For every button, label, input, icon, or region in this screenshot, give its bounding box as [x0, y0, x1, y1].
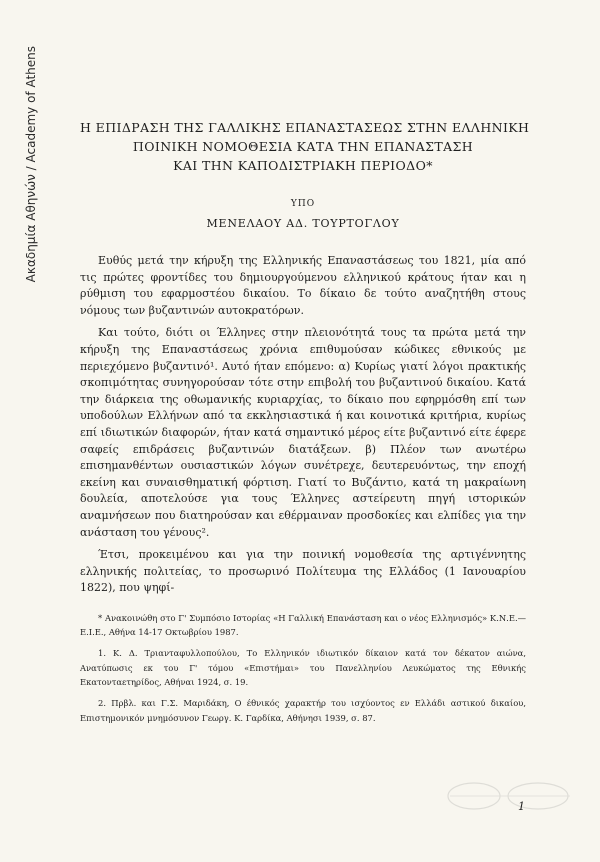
title-line-3: ΚΑΙ ΤΗΝ ΚΑΠΟΔΙΣΤΡΙΑΚΗ ΠΕΡΙΟΔΟ* — [173, 158, 433, 173]
page-number: 1 — [518, 800, 525, 813]
footnotes — [80, 611, 526, 725]
paragraph-3: Έτσι, προκειμένου και για την ποινική νομοθεσία της αρτιγέννητης ελληνικής πολιτείας, το προσωρινό Πολίτευμα της Ελλάδος (1 Ιανουαρίου 1822), που ψηφί- — [80, 548, 526, 595]
body-text — [80, 253, 526, 597]
sidebar-watermark-text: Ακαδημία Αθηνών / Academy of Athens — [24, 46, 38, 283]
article-title — [80, 118, 530, 175]
paragraph-1: Ευθύς μετά την κήρυξη της Ελληνικής Επαναστάσεως του 1821, μία από τις πρώτες φροντίδες του δημιουργούμενου ελληνικού κράτους ήταν και η ρύθμιση του εφαρμοστέου δικαίου. Το δίκαιο δε τούτο αναζητήθη στους νόμους των βυζαντινών αυτοκρατόρων. — [80, 254, 526, 317]
document-page — [80, 118, 530, 732]
author-name: ΜΕΝΕΛΑΟΥ ΑΔ. ΤΟΥΡΤΟΓΛΟΥ — [206, 217, 400, 230]
footnote-gap — [80, 603, 526, 611]
footnote-star: * Ανακοινώθη στο Γ' Συμπόσιο Ιστορίας «Η Γαλλική Επανάσταση και ο νέος Ελληνισμός» Κ.Ν.Ε.—Ε.Ι.Ε., Αθήνα 14-17 Οκτωβρίου 1987. — [80, 612, 526, 638]
by-label: ΥΠΟ — [290, 199, 316, 209]
title-line-1: Η ΕΠΙΔΡΑΣΗ ΤΗΣ ΓΑΛΛΙΚΗΣ ΕΠΑΝΑΣΤΑΣΕΩΣ ΣΤΗΝ ΕΛΛΗΝΙΚΗ — [80, 120, 530, 135]
library-stamp-icon — [440, 776, 580, 816]
title-line-2: ΠΟΙΝΙΚΗ ΝΟΜΟΘΕΣΙΑ ΚΑΤΑ ΤΗΝ ΕΠΑΝΑΣΤΑΣΗ — [132, 139, 474, 154]
footnote-2: 2. Πρβλ. και Γ.Σ. Μαριδάκη, Ο έθνικός χαρακτήρ του ισχύοντος εν Ελλάδι αστικού δικαίου, Επιστημονικόν μνημόσυνον Γεωργ. Κ. Γαρδίκα, Αθήνησι 1939, σ. 87. — [80, 698, 526, 723]
paragraph-2: Και τούτο, διότι οι Έλληνες στην πλειονότητά τους τα πρώτα μετά την κήρυξη της Επαναστάσεως χρόνια επιθυμούσαν κώδικες εθνικούς με περιεχόμενο βυζαντινό¹. Αυτό ήταν επόμενο: α) Κυρίως γιατί λόγοι πρακτικής σκοπιμότητας συνηγορούσαν τότε στην επιβολή του βυζαντινού δικαίου. Κατά την διάρκεια της οθωμανικής κυριαρχίας, το δίκαιο που εφηρμόσθη επί των υποδούλων Ελλήνων από τα εκκλησιαστικά ή και κοινοτικά κριτήρια, κυρίως επί ιδιωτικών διαφορών, ήταν κατά σημαντικό μέρος είτε βυζαντινό είτε έφερε σαφείς επιδράσεις βυζαντινών διατάξεων. β) Πλέον των ανωτέρω επισημανθέντων ουσιαστικών λόγων συνέτρεχε, δευτερευόντως, την εποχή εκείνη και συναισθηματική φόρτιση. Γιατί το Βυζάντιο, κατά τη μακραίωνη δουλεία, αποτελούσε για τους Έλληνες αστείρευτη πηγή ιστορικών αναμνήσεων που διατηρούσαν και εθέρμαιναν προσδοκίες και ελπίδες για την ανάσταση του γένους². — [80, 326, 526, 539]
footnote-1: 1. Κ. Δ. Τριανταφυλλοπούλου, Το Ελληνικόν ιδιωτικόν δίκαιον κατά τον δέκατον αιώνα, Ανατύπωσις εκ του Γ' τόμου «Επιστήμαι» του Πανελληνίου Λευκώματος της Εθνικής Εκατονταετηρίδος, Αθήναι 1924, σ. 19. — [80, 648, 526, 688]
